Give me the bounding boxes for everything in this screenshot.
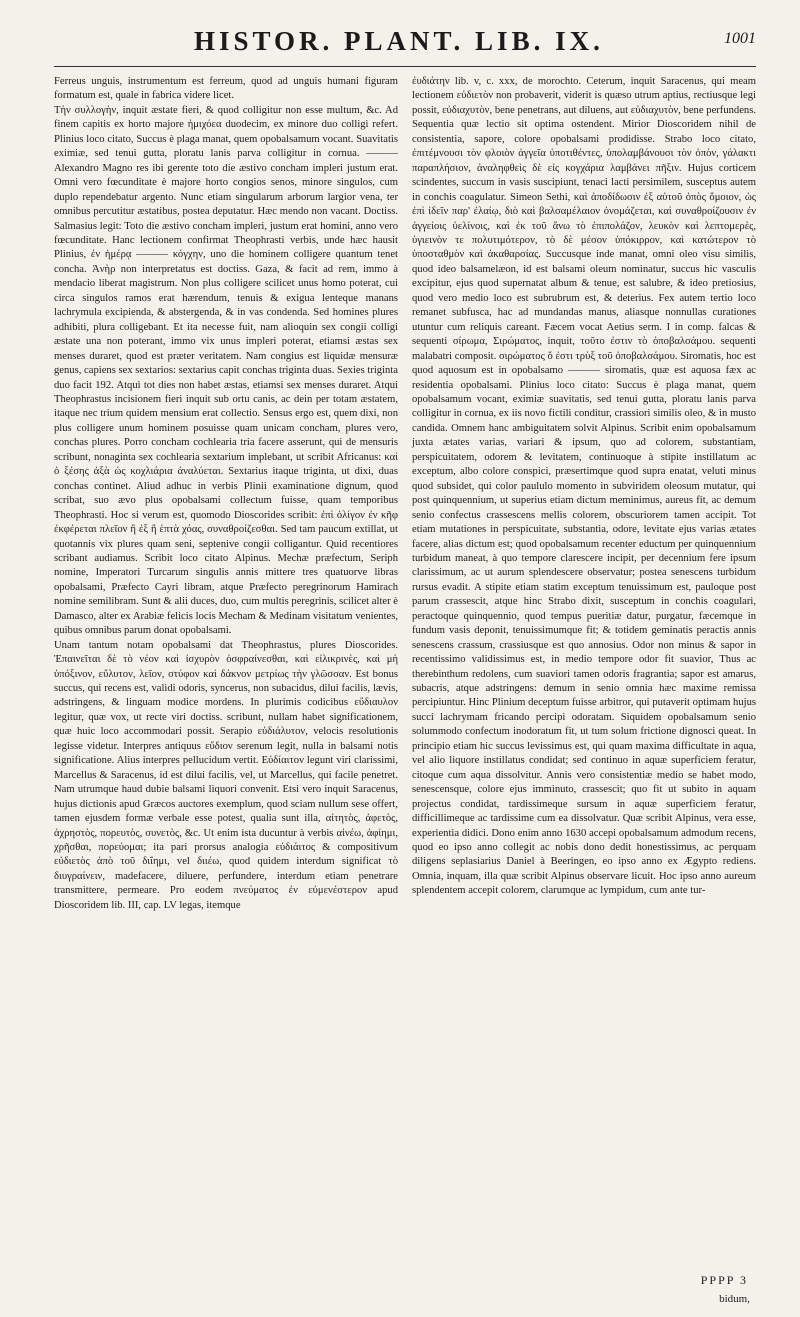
catchword: bidum, [719,1293,750,1305]
text-columns [54,75,756,913]
paragraph: Unam tantum notam opobalsami dat Theophrastus, plures Dioscorides. Ἐπαινεῖται δὲ τὸ νέον καὶ ἰσχυρὸν ὀσφραίνεσθαι, καὶ εἰλικρινὲς, καὶ μὴ ὑπόξινον, εὔλυτον, λεῖον, στύφον καὶ δάκνον μετρίως τὴν γλῶσσαν. Est bonus succus, qui recens est, validi odoris, syncerus, non subacidus, dilui facilis, lævis, adstringens, & linguam modice mordens. In plurimis codicibus εὔδιαυλον legitur, quæ vox, ut recte viri doctiss. scribunt, nullam habet significationem, quæ huic loco accommodari possit. Serapio εὐδιάλυτον, velocis resolutionis legisse videtur. Interpres antiquus εὔδιον serenum legit, nulla in balsami notis significatione. Alius interpres pellucidum vertit. Εὐδίαιτον legunt viri clarissimi, Marcellus & Saracenus, id est dilui facilis, vel, ut Marcellus, qui facile penetret. Nam utrumque haud dubie balsami liquori convenit. Etsi vero inquit Saracenus, hujus dictionis apud Græcos auctores exemplum, quod sciam nullum sese offert, tamen ejusdem formæ verbale esse potest, qualia sunt illa, αἰτητὸς, ἀφετὸς, ἀχρηστὸς, πορευτὸς, συνετὸς, &c. Ut enim ista ducuntur à verbis αἰνέω, ἀφίημι, χρῆσθαι, πορεύομαι; ita pari prorsus analogia εὐδιάιτος & compositivum εὐδιετὸς ἀπὸ τοῦ διΐημι, vel διιέω, quod quidem interdum significat τὸ διυγραίνειν, madefacere, diluere, perfundere, interdum etiam penetrare transmittere, permeare. Pro eodem πνεύματος ἐν εὐμενέστερον apud Dioscoridem lib. III, cap. LV legas, itemque [54,639,398,911]
paragraph: ἐυδιάτην lib. v, c. xxx, de morochto. Ceterum, inquit Saracenus, qui meam lectionem εὐδιετὸν non probaverit, viderit is quæso utrum aptius, rectiusque legi possit, εὐδιαχυτὸν, bene penetrans, aut diluens, aut εὐδιαχυτὸν, bene perfundens. Sequentia quæ lectio sit optima ostendent. Mirior Dioscoridem nihil de consistentia, sapore, colore opobalsami prodidisse. Strabo loco citato, ἐπιτέμνουσι τὸν φλοιὸν ἀγγεῖα ὑποτιθέντες, ὑπολαμβάνουσι τὸν ὀπὸν, γάλακτι παραπλήσιον, ἀναληφθεὶς δὲ εἰς κογχάρια λαμβάνει πῆξιν. Hujus corticem scindentes, succum in vasis suscipiunt, tenaci lacti persimilem, susceptus autem in conchis coagulatur. Simeon Sethi, καὶ ἀποδίδωσιν ἐξ αὐτοῦ ὀπὸς ὅμοιον, ὡς ἐπὶ ἰδεῖν παρ' ἐλαίῳ, διὸ καὶ βαλσαμέλαιον ὀνομάζεται, καὶ συναθροίζουσιν ἐν ἀγγείοις ὑελίνοις, καὶ ἐκ τοῦ ἄνω τὸ ἐπιπολάζον, λευκὸν καὶ λεπτομερὲς, ὑγιεινὸν τε πολυτιμότερον, τὸ δὲ μέσον ὑπόκιρρον, καὶ κατώτερον τὸ ὑποσταθμὸν καὶ ἀκαθαρσίας. Succusque inde manat, omni oleo visu similis, quod ideo balsamelæon, id est balsami oleum nominatur, succus hic vasculis excipitur, ejus quod supernatat album & tenue, est salubre, & ideo pretiosius, quod vero medio loco est subrubrum est, & deterius. Fex autem tertio loco remanet subfusca, hac ad mundandas manus, aliasque nonnullas curationes utuntur cum reliquis careant. Fæcem vocat Aetius serm. I in comp. falcas & sequenti σίρωμα, Σιρώματος, inquit, τοῦτο ἐστιν τὸ ὀποβαλσάμου. sequenti malabatri composit. σιρώματος ὅ ἐστι τρὺξ τοῦ ὀποβαλσάμου. Siromatis, hoc est quod aquosum est in opobalsamo ——— siromatis, quæ est aquosa fæx ac residentia opobalsami. Plinius loco citato: Succus è plaga manat, quem opobalsamum vocant, eximiæ suavitatis, sed tenui gutta, ploratu lanis parva colligitur in cornua, ex iis novo fictili conditur, crassiori similis oleo, & in musto candida. Omnem hanc ambiguitatem solvit Alpinus. Scribit enim opobalsamum juxta ætates varias, variari & ipsum, quo ad colorem, substantiam, perspicuitatem, odorem & levitatem, continuoque à stipite instillatum ac exceptum, albo colore conspici, præsertimque quod supra enatat, veluti minus quod subsidet, qui color paululo momento in subviridem oleosum mutatur, qui post quinquennium, ut superius etiam dictum meminimus, aureus fit, ac demum senio confectus crassescens mellis colorem, obscuriorem tamen accipit. Tot etiam mutationes in perspicuitate, substantia, odore, levitate ejus varias ætates facere, alias dictum est; quod opobalsamum recenter eductum per quinquennium turbidum maneat, à quo tempore clarescere incipit, per decennium fere ipsum clarissimum, ac ut aurum splendescere observatur; postea senescens turbidum rursus evadit. A stipite etiam statim exceptum tenuissimum est, pauloque post parum crassescit, atque hinc Strabo dixit, susceptum in conchis coagulari, peractoque quinquennio, quod tempus pueritiæ datur, purgatur, fæcemque in fundum vasis deponit, tenuissimumque fit; & totidem geminatis peractis annis senescens crassum, crassiusque est quo annosius. Odor non minus & sapor in recentissimo validissimus est, in medio tempore odor fit suavior, Thus ac therebinthum redolens, cum suaviori tamen odoris fragrantia; sapor est amarus, subacris, atque adstringens: demum in senio omnia hæc maxime remissa percipiuntur. Hinc Plinium deceptum fuisse arbitror, qui putaverit optimam hujus succi lachrymam fricando percipi odoratam. Siquidem opobalsamum senio solummodo confectum inodoratum fit, ut tum solum frictione dignosci queat. In principio etiam hic succus levissimus est, qui quam maxima difficultate in aqua, vel alio liquore instillatus condidat; sed continuo in aquæ superficiem feratur, citoque cum aqua dissolvitur. Annis vero consistentiæ medio se habet modo, senescensque, colore ejus imminuto, crassescit; quo fit ut subito in aquam projectus condidat, tardissimeque sursum in aquæ superficiem feratur, difficillimeque ac tardissime cum ea dissolvatur. Quæ scribit Alpinus, vera esse, experientia didici. Dono enim anno 1630 accepi opobalsamum admodum recens, quod eo ipso anno collegit ac nobis dono dedit honestissimus, ac perquam diligens seplasiarius Daniel à Beeringen, eo ipso anno ex Ægypto rediens. Omnia, inquam, illa quæ scribit Alpinus observare licuit. Hoc ipso anno aureum splendentem accepit colorem, clarumque ac lympidum, cum ante tur- [412,76,756,897]
page-header [54,26,756,67]
left-column [54,75,398,913]
paragraph: Ferreus unguis, instrumentum est ferreum, quod ad unguis humani figuram formatum est, quale in fabrica videre licet. [54,76,398,102]
running-title: HISTOR. PLANT. LIB. IX. [194,26,604,56]
signature-mark: PPPP 3 [700,1273,748,1287]
paragraph: Τὴν συλλογὴν, inquit æstate fieri, & quod colligitur non esse multum, &c. Ad finem capitis ex horto majore ἡμιχόεα duodecim, ex minore duo colligi refert. Plinius loco citato, Succus è plaga manat, quem opobalsamum vocant. Suavitatis eximiæ, sed tenui gutta, ploratu lanis parva colligitur in cornua. ——— Alexandro Magno res ibi gerente toto die æstivo concham impleri justum erat. Omni vero fœcunditate è majore horto congios senos, minore singulos, cum duplo rependebatur argento. Nunc etiam singularum arborum largior vena, ter omnibus percutitur æstatibus, postea deputatur. Hæc mendo non vacant. Doctiss. Salmasius legit: Toto die æstivo concham impleri, justum erat homini, anno vero fœcunditate. Hanc lectionem confirmat Theophrasti verbis, unde hæc hausit Plinius, ἐν ἡμέρᾳ ——— κόγχην, uno die hominem colligere quantum tenet concha. Ἀνὴρ non interpretatus est doctiss. Gaza, & facit ad rem, immo à mendacio liberat magistrum. Non plus colligere scilicet unus homo poterat, cui circa singulos ramos erat hærendum, tenuis & exigua lenteque manans lachrymula excipienda, & abstergenda, & in vas condenda. Sed homines plures adhibiti, plura colligebant. Et ita necesse fuit, nam alioquin sex congii colligi æstate una non poterant, immo vix unus impleri poterat, etiamsi æstas sex menses duraret, quod est præter veritatem. Nam congius est liquidæ mensuræ genus, capiens sex sextarios: sextarius capit conchas triginta duas. Sexies triginta duo facit 192. Atqui tot dies non habet æstas, etiamsi sex menses duraret. Atqui Theophrastus incisionem fieri inquit sub ortu canis, ac dein per totam æstatem, itaque nec trium quidem mensium erat collectio. Sensus ergo est, quem dixi, non plus colligere unum hominem posuisse quam unicam concham, plures vero, conchas plures. Porro concham cochlearia tria facere asserunt, qui de mensuris scribunt, nonaginta sex cochlearia sextarium implebant, ut scribit Africanus: καὶ ὁ ξέσης ἀξὰ ὡς κοχλιάρια ἀναλύεται. Sextarius itaque triginta, ut dixi, duas conchas continet. Aliud adhuc in verbis Plinii examinatione dignum, quod scribat, suo ævo plus opobalsami collectum fuisse, quam temporibus Theophrasti. Hoc si verum est, quomodo Dioscorides scribit: ἐπὶ ὀλίγον ἐν κῆφ ἐκφέρεται πλεῖον ἢ ἐξ ἢ ἑπτὰ χόας, συναθροίζεσθαι. Sed tam paucum extillat, ut quotannis vix plures quam seni, septenive congii colligantur. Quid recentiores scribant audiamus. Scribit loco citato Alpinus. Mechæ præfectum, Seriph nomine, Imperatori Turcarum singulis annis mittere tres quatuorve libras opobalsami, Præfecto Cayri libram, atque Præfecto peregrinorum Hamirach nomine semilibram. Sunt & alii duces, duo, cum multis peregrinis, scilicet alter è Damasco, alter ex Arabiæ felicis locis Mecham & Medinam visitatum venientes, quibus omnibus parum donat opobalsami. [54,104,398,637]
right-column [412,75,756,913]
page-number: 1001 [724,30,756,47]
